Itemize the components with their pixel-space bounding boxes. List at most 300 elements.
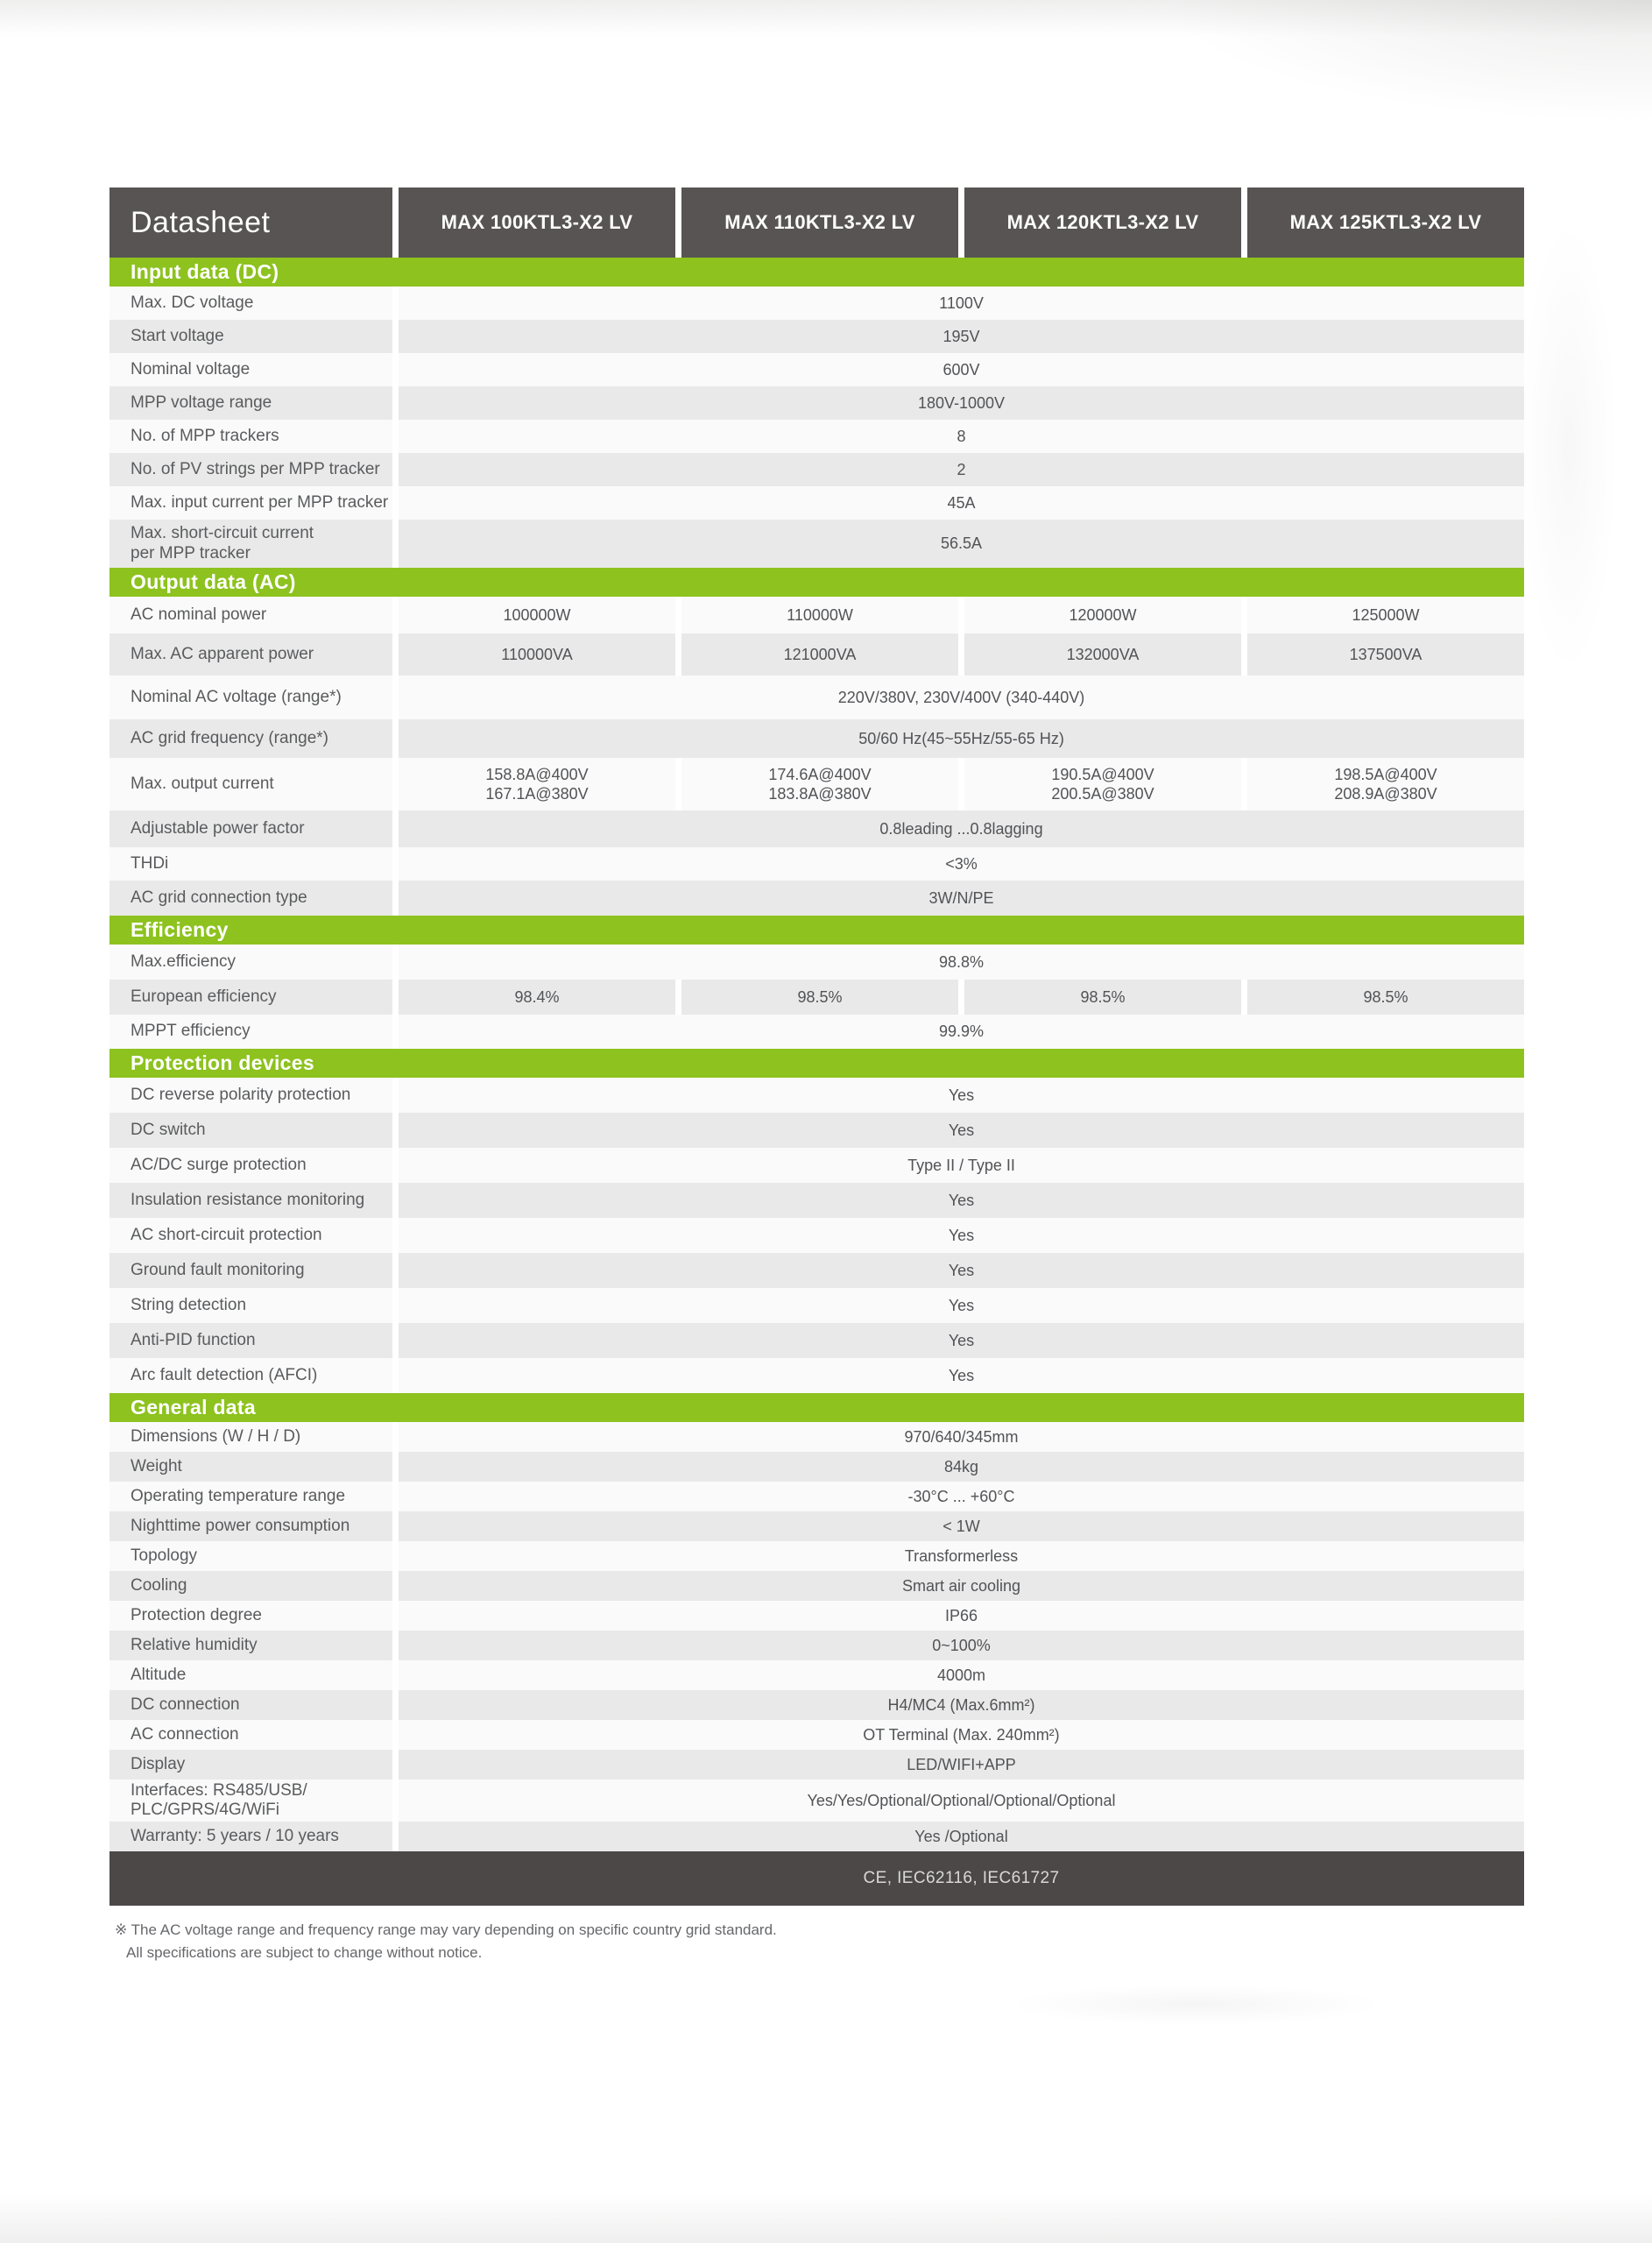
merged-value-cell bbox=[399, 1148, 1524, 1183]
merged-value-cell bbox=[399, 1660, 1524, 1690]
value: 132000VA bbox=[1066, 645, 1140, 663]
row-label: DC reverse polarity protection bbox=[131, 1085, 351, 1104]
value: 98.8% bbox=[938, 952, 985, 971]
merged-value-cell bbox=[399, 353, 1524, 386]
row-label-cell bbox=[109, 1288, 392, 1323]
scan-smudge-footnote bbox=[1007, 1985, 1384, 2025]
row-label-cell bbox=[109, 758, 392, 810]
value: 190.5A@400V bbox=[1051, 765, 1154, 783]
row-values bbox=[399, 1452, 1524, 1482]
row-label-cell bbox=[109, 847, 392, 881]
table-row bbox=[109, 1660, 1524, 1690]
row-label: No. of PV strings per MPP tracker bbox=[131, 459, 380, 478]
value: Smart air cooling bbox=[901, 1576, 1021, 1595]
row-label-cell bbox=[109, 1660, 392, 1690]
row-values bbox=[399, 320, 1524, 353]
model-header-cell bbox=[964, 188, 1241, 258]
value: 121000VA bbox=[783, 645, 857, 663]
row-values bbox=[399, 881, 1524, 916]
row-label: Max.efficiency bbox=[131, 952, 237, 971]
model-name: MAX 125KTL3-X2 LV bbox=[1289, 211, 1482, 233]
section-heading-label: Protection devices bbox=[131, 1051, 314, 1074]
row-label: Cooling bbox=[131, 1575, 187, 1595]
value-cell bbox=[1247, 758, 1524, 810]
row-label: Warranty: 5 years / 10 years bbox=[131, 1826, 339, 1845]
merged-value-cell bbox=[399, 1183, 1524, 1218]
table-row bbox=[109, 1148, 1524, 1183]
table-row bbox=[109, 1482, 1524, 1511]
row-values bbox=[399, 597, 1524, 633]
row-label: European efficiency bbox=[131, 987, 277, 1006]
merged-value-cell bbox=[399, 1323, 1524, 1358]
value-cell bbox=[1247, 633, 1524, 676]
table-row bbox=[109, 945, 1524, 980]
row-values bbox=[399, 1511, 1524, 1541]
row-label: Nominal AC voltage (range*) bbox=[131, 687, 342, 706]
merged-value-cell bbox=[399, 1482, 1524, 1511]
row-values bbox=[399, 1822, 1524, 1851]
row-label-cell bbox=[109, 1822, 392, 1851]
row-values bbox=[399, 980, 1524, 1015]
row-label: Max. DC voltage bbox=[131, 293, 254, 312]
row-label: Ground fault monitoring bbox=[131, 1260, 305, 1279]
merged-value-cell bbox=[399, 1720, 1524, 1750]
scan-smudge-bottom bbox=[0, 2195, 1652, 2243]
row-label-cell bbox=[109, 945, 392, 980]
row-label-cell bbox=[109, 1183, 392, 1218]
merged-value-cell bbox=[399, 486, 1524, 520]
row-values bbox=[399, 1218, 1524, 1253]
section-header bbox=[109, 1393, 1524, 1422]
value: 125000W bbox=[1352, 605, 1420, 624]
row-label-cell bbox=[109, 597, 392, 633]
row-values bbox=[399, 1750, 1524, 1780]
value: <3% bbox=[945, 854, 978, 873]
row-values bbox=[399, 420, 1524, 453]
value: 174.6A@400V bbox=[768, 765, 872, 783]
value-cell bbox=[681, 633, 958, 676]
value: 98.5% bbox=[1080, 987, 1126, 1006]
merged-value-cell bbox=[399, 1822, 1524, 1851]
table-row bbox=[109, 633, 1524, 676]
row-label: Anti-PID function bbox=[131, 1330, 256, 1349]
table-row bbox=[109, 1822, 1524, 1851]
row-values bbox=[399, 1148, 1524, 1183]
row-label-cell bbox=[109, 1482, 392, 1511]
merged-value-cell bbox=[399, 810, 1524, 847]
row-label: Nighttime power consumption bbox=[131, 1516, 350, 1535]
row-label-cell bbox=[109, 1113, 392, 1148]
value: Yes bbox=[948, 1191, 975, 1209]
value: 970/640/345mm bbox=[904, 1427, 1019, 1446]
value: 8 bbox=[957, 427, 966, 445]
row-values bbox=[399, 1253, 1524, 1288]
row-values bbox=[399, 1183, 1524, 1218]
row-label-cell bbox=[109, 1452, 392, 1482]
row-values bbox=[399, 1660, 1524, 1690]
table-row bbox=[109, 719, 1524, 758]
value: 99.9% bbox=[938, 1022, 985, 1041]
merged-value-cell bbox=[399, 287, 1524, 320]
row-label-cell bbox=[109, 486, 392, 520]
section-header bbox=[109, 568, 1524, 597]
table-row bbox=[109, 810, 1524, 847]
model-header-cell bbox=[399, 188, 675, 258]
row-label: Arc fault detection (AFCI) bbox=[131, 1365, 318, 1384]
row-values bbox=[399, 1113, 1524, 1148]
value-cell bbox=[1247, 597, 1524, 633]
value: 0.8leading ...0.8lagging bbox=[879, 819, 1043, 838]
value: 198.5A@400V bbox=[1334, 765, 1437, 783]
row-label-cell bbox=[109, 1148, 392, 1183]
value: 4000m bbox=[936, 1666, 986, 1684]
row-values bbox=[399, 676, 1524, 719]
merged-value-cell bbox=[399, 719, 1524, 758]
merged-value-cell bbox=[399, 320, 1524, 353]
value-line2: 200.5A@380V bbox=[1051, 785, 1154, 803]
model-header-cell bbox=[1247, 188, 1524, 258]
row-values bbox=[399, 1015, 1524, 1049]
table-row bbox=[109, 1422, 1524, 1452]
merged-value-cell bbox=[399, 386, 1524, 420]
value-cell bbox=[399, 597, 675, 633]
value: OT Terminal (Max. 240mm²) bbox=[863, 1725, 1060, 1744]
merged-value-cell bbox=[399, 1078, 1524, 1113]
merged-value-cell bbox=[399, 1253, 1524, 1288]
value: 98.4% bbox=[514, 987, 560, 1006]
row-values bbox=[399, 847, 1524, 881]
row-label: AC/DC surge protection bbox=[131, 1155, 307, 1174]
table-row bbox=[109, 1253, 1524, 1288]
row-label-cell bbox=[109, 1253, 392, 1288]
row-label-cell bbox=[109, 1358, 392, 1393]
certifications-bar bbox=[109, 1851, 1524, 1906]
table-row bbox=[109, 1601, 1524, 1631]
table-row bbox=[109, 1078, 1524, 1113]
merged-value-cell bbox=[399, 847, 1524, 881]
row-label-cell bbox=[109, 1720, 392, 1750]
merged-value-cell bbox=[399, 1113, 1524, 1148]
merged-value-cell bbox=[399, 1541, 1524, 1571]
table-row bbox=[109, 1358, 1524, 1393]
value: Yes/Yes/Optional/Optional/Optional/Optional bbox=[807, 1791, 1116, 1809]
merged-value-cell bbox=[399, 1601, 1524, 1631]
row-label: Operating temperature range bbox=[131, 1486, 346, 1505]
merged-value-cell bbox=[399, 1631, 1524, 1660]
merged-value-cell bbox=[399, 1780, 1524, 1822]
value: Transformerless bbox=[904, 1546, 1019, 1565]
value-cell bbox=[681, 758, 958, 810]
section-heading-label: Efficiency bbox=[131, 918, 229, 941]
row-label: AC grid frequency (range*) bbox=[131, 728, 328, 747]
table-row bbox=[109, 1288, 1524, 1323]
row-values bbox=[399, 810, 1524, 847]
section-header bbox=[109, 1049, 1524, 1078]
row-label-cell bbox=[109, 676, 392, 719]
row-label: String detection bbox=[131, 1295, 247, 1314]
merged-value-cell bbox=[399, 1288, 1524, 1323]
value: Yes bbox=[948, 1261, 975, 1279]
row-values bbox=[399, 1078, 1524, 1113]
value: 180V-1000V bbox=[917, 393, 1006, 412]
row-values bbox=[399, 1422, 1524, 1452]
table-row bbox=[109, 420, 1524, 453]
value: 195V bbox=[942, 327, 980, 345]
merged-value-cell bbox=[399, 1218, 1524, 1253]
value: 600V bbox=[942, 360, 980, 379]
row-label: Max. AC apparent power bbox=[131, 644, 314, 663]
table-row bbox=[109, 1720, 1524, 1750]
row-values bbox=[399, 1482, 1524, 1511]
row-label: Weight bbox=[131, 1456, 182, 1475]
merged-value-cell bbox=[399, 1690, 1524, 1720]
row-label: Topology bbox=[131, 1546, 198, 1565]
model-name: MAX 120KTL3-X2 LV bbox=[1006, 211, 1199, 233]
merged-value-cell bbox=[399, 945, 1524, 980]
value-cell bbox=[1247, 980, 1524, 1015]
value: 98.5% bbox=[797, 987, 843, 1006]
row-label-cell bbox=[109, 633, 392, 676]
value: 98.5% bbox=[1363, 987, 1408, 1006]
table-row bbox=[109, 486, 1524, 520]
section-heading-label: General data bbox=[131, 1396, 256, 1419]
table-row bbox=[109, 520, 1524, 568]
row-label-cell bbox=[109, 1690, 392, 1720]
value: H4/MC4 (Max.6mm²) bbox=[887, 1695, 1035, 1714]
row-label: MPP voltage range bbox=[131, 393, 272, 412]
section-header bbox=[109, 258, 1524, 287]
value: -30°C ... +60°C bbox=[907, 1487, 1015, 1505]
merged-value-cell bbox=[399, 453, 1524, 486]
row-label: Protection degree bbox=[131, 1605, 262, 1624]
row-values bbox=[399, 1690, 1524, 1720]
value: 3W/N/PE bbox=[928, 888, 994, 907]
value-line2: 208.9A@380V bbox=[1334, 785, 1437, 803]
section-heading-label: Output data (AC) bbox=[131, 570, 296, 593]
table-row bbox=[109, 1452, 1524, 1482]
merged-value-cell bbox=[399, 1452, 1524, 1482]
scan-smudge-top bbox=[0, 0, 1652, 37]
value: Yes bbox=[948, 1296, 975, 1314]
section-header bbox=[109, 916, 1524, 945]
value: 84kg bbox=[943, 1457, 979, 1475]
row-label-cell bbox=[109, 453, 392, 486]
row-label-cell bbox=[109, 420, 392, 453]
row-values bbox=[399, 1720, 1524, 1750]
value: Yes bbox=[948, 1121, 975, 1139]
value-line2: 167.1A@380V bbox=[485, 785, 589, 803]
row-label-line2: PLC/GPRS/4G/WiFi bbox=[131, 1801, 279, 1819]
value-cell bbox=[964, 980, 1241, 1015]
table-row bbox=[109, 1323, 1524, 1358]
row-label-cell bbox=[109, 980, 392, 1015]
row-label-cell bbox=[109, 1780, 392, 1822]
value: Yes bbox=[948, 1226, 975, 1244]
table-row bbox=[109, 758, 1524, 810]
merged-value-cell bbox=[399, 1571, 1524, 1601]
value: 137500VA bbox=[1349, 645, 1423, 663]
row-label-cell bbox=[109, 320, 392, 353]
table-title-cell bbox=[109, 188, 392, 258]
page-title: Datasheet bbox=[131, 205, 271, 239]
row-values bbox=[399, 1571, 1524, 1601]
row-label: Max. output current bbox=[131, 774, 274, 793]
table-row bbox=[109, 1511, 1524, 1541]
row-label: Insulation resistance monitoring bbox=[131, 1190, 365, 1209]
row-label-cell bbox=[109, 520, 392, 568]
row-label-cell bbox=[109, 1601, 392, 1631]
datasheet-table bbox=[109, 188, 1524, 1906]
value: 158.8A@400V bbox=[485, 765, 589, 783]
value: Yes /Optional bbox=[914, 1827, 1008, 1845]
value: 220V/380V, 230V/400V (340-440V) bbox=[837, 688, 1085, 706]
row-label: No. of MPP trackers bbox=[131, 426, 279, 445]
table-row bbox=[109, 1571, 1524, 1601]
table-row bbox=[109, 320, 1524, 353]
table-row bbox=[109, 847, 1524, 881]
value: < 1W bbox=[942, 1517, 980, 1535]
row-values bbox=[399, 353, 1524, 386]
row-values bbox=[399, 945, 1524, 980]
row-values bbox=[399, 520, 1524, 568]
row-label-cell bbox=[109, 881, 392, 916]
row-label-cell bbox=[109, 287, 392, 320]
table-row bbox=[109, 1218, 1524, 1253]
value: 56.5A bbox=[940, 534, 983, 553]
merged-value-cell bbox=[399, 420, 1524, 453]
value: 1100V bbox=[939, 294, 984, 312]
certifications-text: CE, IEC62116, IEC61727 bbox=[863, 1869, 1060, 1887]
row-label: Max. input current per MPP tracker bbox=[131, 492, 389, 512]
row-label-cell bbox=[109, 1511, 392, 1541]
table-row bbox=[109, 453, 1524, 486]
row-values bbox=[399, 758, 1524, 810]
row-label-cell bbox=[109, 1323, 392, 1358]
table-row bbox=[109, 386, 1524, 420]
table-row bbox=[109, 1631, 1524, 1660]
row-label: DC connection bbox=[131, 1695, 240, 1714]
table-row bbox=[109, 1183, 1524, 1218]
row-label-cell bbox=[109, 386, 392, 420]
value: Yes bbox=[948, 1331, 975, 1349]
row-label-cell bbox=[109, 1750, 392, 1780]
row-label: Start voltage bbox=[131, 326, 224, 345]
row-values bbox=[399, 1541, 1524, 1571]
value: 110000W bbox=[787, 605, 853, 624]
value: 120000W bbox=[1069, 605, 1137, 624]
row-label: Relative humidity bbox=[131, 1635, 258, 1654]
row-label: THDi bbox=[131, 853, 169, 873]
row-label-cell bbox=[109, 1015, 392, 1049]
value-cell bbox=[964, 633, 1241, 676]
row-label-cell bbox=[109, 1541, 392, 1571]
row-label: Max. short-circuit current bbox=[131, 524, 314, 543]
merged-value-cell bbox=[399, 1750, 1524, 1780]
footnote-line-1: ※ The AC voltage range and frequency range may vary depending on specific country grid standard. bbox=[115, 1921, 777, 1938]
row-label: DC switch bbox=[131, 1120, 206, 1139]
row-values bbox=[399, 1288, 1524, 1323]
value: 50/60 Hz(45~55Hz/55-65 Hz) bbox=[858, 729, 1064, 747]
row-label-cell bbox=[109, 810, 392, 847]
value-cell bbox=[399, 758, 675, 810]
value: 110000VA bbox=[501, 645, 573, 663]
value: 100000W bbox=[503, 605, 571, 624]
row-label: Altitude bbox=[131, 1665, 187, 1684]
row-values bbox=[399, 1358, 1524, 1393]
table-row bbox=[109, 1750, 1524, 1780]
merged-value-cell bbox=[399, 676, 1524, 719]
row-label: Dimensions (W / H / D) bbox=[131, 1426, 301, 1446]
row-values bbox=[399, 719, 1524, 758]
scan-smudge-top-right bbox=[1161, 0, 1652, 123]
value-cell bbox=[399, 980, 675, 1015]
value: Yes bbox=[948, 1366, 975, 1384]
value-cell bbox=[964, 597, 1241, 633]
row-label: AC nominal power bbox=[131, 605, 267, 624]
row-values bbox=[399, 453, 1524, 486]
row-label-cell bbox=[109, 1078, 392, 1113]
value: LED/WIFI+APP bbox=[907, 1755, 1016, 1773]
merged-value-cell bbox=[399, 1511, 1524, 1541]
row-label-cell bbox=[109, 353, 392, 386]
merged-value-cell bbox=[399, 881, 1524, 916]
value: Yes bbox=[948, 1086, 975, 1104]
merged-value-cell bbox=[399, 1015, 1524, 1049]
value: 2 bbox=[957, 460, 966, 478]
table-row bbox=[109, 597, 1524, 633]
row-label-cell bbox=[109, 1571, 392, 1601]
model-name: MAX 110KTL3-X2 LV bbox=[724, 211, 915, 233]
row-values bbox=[399, 1601, 1524, 1631]
value: Type II / Type II bbox=[907, 1156, 1015, 1174]
row-label: Adjustable power factor bbox=[131, 818, 305, 838]
value-line2: 183.8A@380V bbox=[768, 785, 872, 803]
table-row bbox=[109, 1690, 1524, 1720]
row-label: MPPT efficiency bbox=[131, 1022, 251, 1041]
model-header-cell bbox=[681, 188, 958, 258]
value: 0~100% bbox=[932, 1636, 991, 1654]
value-cell bbox=[964, 758, 1241, 810]
row-label: AC connection bbox=[131, 1724, 239, 1744]
model-name: MAX 100KTL3-X2 LV bbox=[441, 211, 633, 233]
row-values bbox=[399, 633, 1524, 676]
table-row bbox=[109, 287, 1524, 320]
table-row bbox=[109, 1780, 1524, 1822]
table-row bbox=[109, 676, 1524, 719]
row-label-line2: per MPP tracker bbox=[131, 543, 251, 563]
table-row bbox=[109, 353, 1524, 386]
row-values bbox=[399, 287, 1524, 320]
row-values bbox=[399, 1631, 1524, 1660]
scan-smudge-right bbox=[1521, 219, 1617, 675]
table-row bbox=[109, 1015, 1524, 1049]
value: 45A bbox=[947, 493, 976, 512]
value-cell bbox=[681, 980, 958, 1015]
merged-value-cell bbox=[399, 520, 1524, 568]
row-values bbox=[399, 1323, 1524, 1358]
row-label: Interfaces: RS485/USB/ bbox=[131, 1780, 307, 1800]
value-cell bbox=[399, 633, 675, 676]
merged-value-cell bbox=[399, 1422, 1524, 1452]
row-label: AC grid connection type bbox=[131, 888, 307, 907]
table-row bbox=[109, 980, 1524, 1015]
row-label: Display bbox=[131, 1754, 186, 1773]
value: IP66 bbox=[944, 1606, 978, 1624]
footnote bbox=[115, 1919, 777, 1965]
footnote-line-2: All specifications are subject to change without notice. bbox=[126, 1944, 483, 1962]
table-row bbox=[109, 1113, 1524, 1148]
section-heading-label: Input data (DC) bbox=[131, 260, 279, 283]
